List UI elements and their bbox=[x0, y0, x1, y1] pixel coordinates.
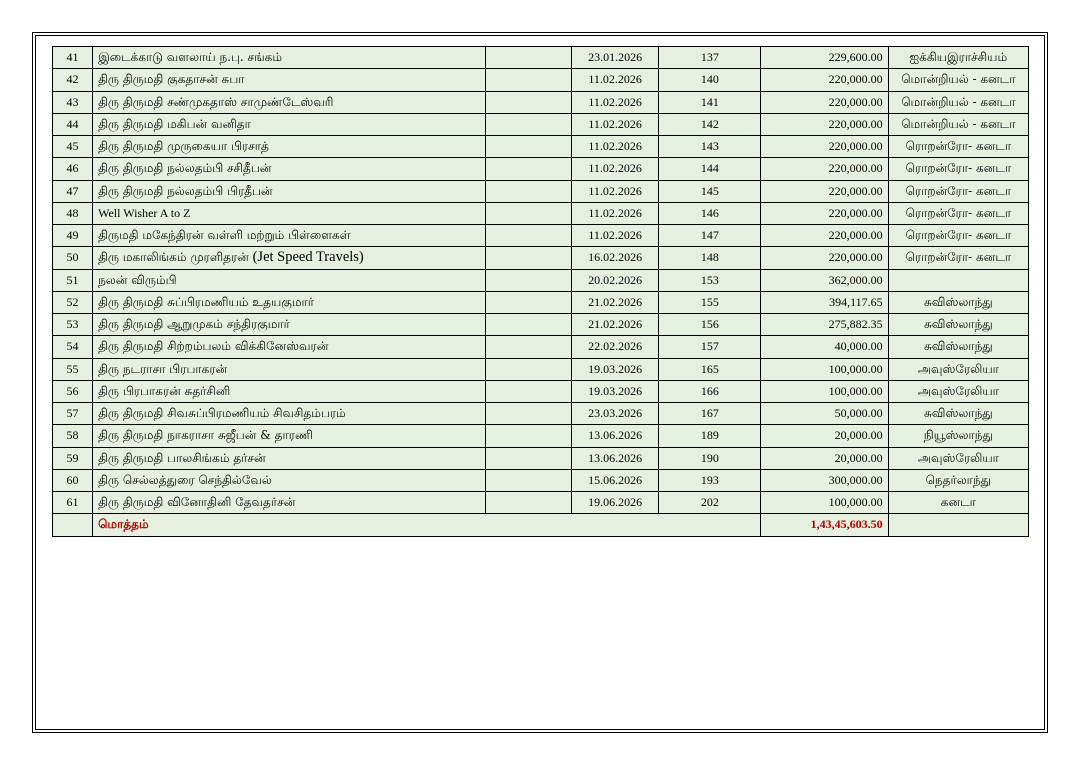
donation-date: 19.03.2026 bbox=[572, 358, 659, 380]
blank-cell bbox=[485, 403, 571, 425]
donor-country: கனடா bbox=[888, 492, 1028, 514]
row-number: 50 bbox=[53, 247, 93, 269]
donor-name: திரு நடராசா பிரபாகரன் bbox=[93, 358, 486, 380]
donor-country: ரொறன்ரோ- கனடா bbox=[888, 136, 1028, 158]
donor-name: திரு திருமதி சண்முகதாஸ் சாமுண்டேஸ்வரி bbox=[93, 91, 486, 113]
donation-date: 23.03.2026 bbox=[572, 403, 659, 425]
donor-name: திரு திருமதி மகிபன் வனிதா bbox=[93, 113, 486, 135]
blank-cell bbox=[485, 291, 571, 313]
donor-name: திரு திருமதி முருகையா பிரசாத் bbox=[93, 136, 486, 158]
table-row bbox=[53, 380, 1029, 402]
total-label: மொத்தம் bbox=[93, 514, 761, 536]
row-number: 41 bbox=[53, 47, 93, 69]
donation-date: 11.02.2026 bbox=[572, 69, 659, 91]
donation-amount: 100,000.00 bbox=[761, 380, 888, 402]
donor-country: ரொறன்ரோ- கனடா bbox=[888, 225, 1028, 247]
donor-name: திரு திருமதி குகதாசன் சுபா bbox=[93, 69, 486, 91]
table-row bbox=[53, 447, 1029, 469]
donation-amount: 220,000.00 bbox=[761, 91, 888, 113]
donation-amount: 220,000.00 bbox=[761, 180, 888, 202]
blank-cell bbox=[485, 158, 571, 180]
table-row bbox=[53, 336, 1029, 358]
donor-country: மொன்றியல் - கனடா bbox=[888, 113, 1028, 135]
table-row bbox=[53, 180, 1029, 202]
receipt-number: 157 bbox=[659, 336, 761, 358]
row-number: 53 bbox=[53, 314, 93, 336]
table-row bbox=[53, 291, 1029, 313]
donation-amount: 100,000.00 bbox=[761, 492, 888, 514]
blank-cell bbox=[485, 91, 571, 113]
donor-country: ரொறன்ரோ- கனடா bbox=[888, 158, 1028, 180]
donation-amount: 40,000.00 bbox=[761, 336, 888, 358]
donor-name: திரு திருமதி பாலசிங்கம் தர்சன் bbox=[93, 447, 486, 469]
total-number-cell bbox=[53, 514, 93, 536]
donation-date: 22.02.2026 bbox=[572, 336, 659, 358]
receipt-number: 165 bbox=[659, 358, 761, 380]
receipt-number: 141 bbox=[659, 91, 761, 113]
donor-country: நியூஸ்லாந்து bbox=[888, 425, 1028, 447]
blank-cell bbox=[485, 447, 571, 469]
donation-date: 21.02.2026 bbox=[572, 291, 659, 313]
total-country-cell bbox=[888, 514, 1028, 536]
donation-date: 23.01.2026 bbox=[572, 47, 659, 69]
donation-date: 19.06.2026 bbox=[572, 492, 659, 514]
donor-country: அவுஸ்ரேலியா bbox=[888, 447, 1028, 469]
receipt-number: 145 bbox=[659, 180, 761, 202]
table-row bbox=[53, 469, 1029, 491]
receipt-number: 147 bbox=[659, 225, 761, 247]
table-row bbox=[53, 425, 1029, 447]
donor-name: திரு திருமதி சுப்பிரமணியம் உதயகுமார் bbox=[93, 291, 486, 313]
row-number: 58 bbox=[53, 425, 93, 447]
donation-date: 11.02.2026 bbox=[572, 225, 659, 247]
row-number: 51 bbox=[53, 269, 93, 291]
receipt-number: 190 bbox=[659, 447, 761, 469]
table-row bbox=[53, 358, 1029, 380]
blank-cell bbox=[485, 269, 571, 291]
donor-country: சுவிஸ்லாந்து bbox=[888, 314, 1028, 336]
row-number: 54 bbox=[53, 336, 93, 358]
table-row bbox=[53, 492, 1029, 514]
donor-name: திருமதி மகேந்திரன் வள்ளி மற்றும் பிள்ளைகள் bbox=[93, 225, 486, 247]
donor-country: மொன்றியல் - கனடா bbox=[888, 69, 1028, 91]
table-row bbox=[53, 403, 1029, 425]
donation-amount: 362,000.00 bbox=[761, 269, 888, 291]
table-row bbox=[53, 202, 1029, 224]
blank-cell bbox=[485, 69, 571, 91]
row-number: 48 bbox=[53, 202, 93, 224]
donations-table bbox=[52, 46, 1029, 537]
blank-cell bbox=[485, 314, 571, 336]
donation-amount: 229,600.00 bbox=[761, 47, 888, 69]
row-number: 42 bbox=[53, 69, 93, 91]
blank-cell bbox=[485, 180, 571, 202]
donor-country: ரொறன்ரோ- கனடா bbox=[888, 180, 1028, 202]
blank-cell bbox=[485, 380, 571, 402]
table-row bbox=[53, 314, 1029, 336]
total-amount: 1,43,45,603.50 bbox=[761, 514, 888, 536]
donation-date: 20.02.2026 bbox=[572, 269, 659, 291]
donation-amount: 220,000.00 bbox=[761, 158, 888, 180]
donor-country: நெதர்லாந்து bbox=[888, 469, 1028, 491]
donation-amount: 394,117.65 bbox=[761, 291, 888, 313]
donation-date: 16.02.2026 bbox=[572, 247, 659, 269]
blank-cell bbox=[485, 225, 571, 247]
total-row bbox=[53, 514, 1029, 536]
donor-name: நலன் விரும்பி bbox=[93, 269, 486, 291]
receipt-number: 144 bbox=[659, 158, 761, 180]
blank-cell bbox=[485, 336, 571, 358]
donation-amount: 275,882.35 bbox=[761, 314, 888, 336]
donation-date: 19.03.2026 bbox=[572, 380, 659, 402]
blank-cell bbox=[485, 202, 571, 224]
donation-amount: 50,000.00 bbox=[761, 403, 888, 425]
row-number: 45 bbox=[53, 136, 93, 158]
row-number: 60 bbox=[53, 469, 93, 491]
donor-name: திரு செல்லத்துரை செந்தில்வேல் bbox=[93, 469, 486, 491]
table-row bbox=[53, 113, 1029, 135]
donor-name: Well Wisher A to Z bbox=[93, 202, 486, 224]
donor-country: ரொறன்ரோ- கனடா bbox=[888, 202, 1028, 224]
table-row bbox=[53, 136, 1029, 158]
donation-amount: 220,000.00 bbox=[761, 136, 888, 158]
table-row bbox=[53, 269, 1029, 291]
donation-date: 11.02.2026 bbox=[572, 113, 659, 135]
receipt-number: 140 bbox=[659, 69, 761, 91]
donor-name: திரு திருமதி ஆறுமுகம் சந்திரகுமார் bbox=[93, 314, 486, 336]
donation-amount: 20,000.00 bbox=[761, 425, 888, 447]
donor-name: திரு திருமதி சிற்றம்பலம் விக்கினேஸ்வரன் bbox=[93, 336, 486, 358]
row-number: 44 bbox=[53, 113, 93, 135]
donor-country: ரொறன்ரோ- கனடா bbox=[888, 247, 1028, 269]
table-row bbox=[53, 91, 1029, 113]
row-number: 43 bbox=[53, 91, 93, 113]
table-row bbox=[53, 225, 1029, 247]
row-number: 49 bbox=[53, 225, 93, 247]
donation-date: 11.02.2026 bbox=[572, 180, 659, 202]
donation-amount: 220,000.00 bbox=[761, 247, 888, 269]
donor-name-latin: (Jet Speed Travels) bbox=[252, 249, 364, 266]
donation-amount: 220,000.00 bbox=[761, 69, 888, 91]
receipt-number: 148 bbox=[659, 247, 761, 269]
row-number: 55 bbox=[53, 358, 93, 380]
row-number: 46 bbox=[53, 158, 93, 180]
blank-cell bbox=[485, 47, 571, 69]
donation-date: 11.02.2026 bbox=[572, 136, 659, 158]
receipt-number: 153 bbox=[659, 269, 761, 291]
row-number: 59 bbox=[53, 447, 93, 469]
donation-amount: 300,000.00 bbox=[761, 469, 888, 491]
receipt-number: 193 bbox=[659, 469, 761, 491]
table-row bbox=[53, 69, 1029, 91]
blank-cell bbox=[485, 113, 571, 135]
donation-date: 11.02.2026 bbox=[572, 91, 659, 113]
table-row bbox=[53, 158, 1029, 180]
table-row bbox=[53, 47, 1029, 69]
receipt-number: 146 bbox=[659, 202, 761, 224]
table-body bbox=[53, 47, 1029, 514]
donor-country: சுவிஸ்லாந்து bbox=[888, 336, 1028, 358]
table-row bbox=[53, 247, 1029, 269]
row-number: 52 bbox=[53, 291, 93, 313]
donor-name: திரு திருமதி சிவசுப்பிரமணியம் சிவசிதம்பரம் bbox=[93, 403, 486, 425]
receipt-number: 137 bbox=[659, 47, 761, 69]
donor-country bbox=[888, 269, 1028, 291]
donor-country: அவுஸ்ரேலியா bbox=[888, 380, 1028, 402]
donor-country: ஐக்கியஇராச்சியம் bbox=[888, 47, 1028, 69]
donation-date: 13.06.2026 bbox=[572, 447, 659, 469]
receipt-number: 202 bbox=[659, 492, 761, 514]
donor-country: மொன்றியல் - கனடா bbox=[888, 91, 1028, 113]
donation-date: 15.06.2026 bbox=[572, 469, 659, 491]
blank-cell bbox=[485, 136, 571, 158]
row-number: 61 bbox=[53, 492, 93, 514]
blank-cell bbox=[485, 425, 571, 447]
donation-date: 11.02.2026 bbox=[572, 202, 659, 224]
donor-name: திரு திருமதி நல்லதம்பி சசிதீபன் bbox=[93, 158, 486, 180]
blank-cell bbox=[485, 469, 571, 491]
blank-cell bbox=[485, 358, 571, 380]
donation-date: 21.02.2026 bbox=[572, 314, 659, 336]
row-number: 47 bbox=[53, 180, 93, 202]
donation-amount: 100,000.00 bbox=[761, 358, 888, 380]
donor-name: திரு திருமதி வினோதினி தேவதர்சன் bbox=[93, 492, 486, 514]
blank-cell bbox=[485, 492, 571, 514]
blank-cell bbox=[485, 247, 571, 269]
row-number: 57 bbox=[53, 403, 93, 425]
donation-amount: 220,000.00 bbox=[761, 225, 888, 247]
donor-country: சுவிஸ்லாந்து bbox=[888, 291, 1028, 313]
donation-date: 11.02.2026 bbox=[572, 158, 659, 180]
receipt-number: 189 bbox=[659, 425, 761, 447]
receipt-number: 167 bbox=[659, 403, 761, 425]
receipt-number: 155 bbox=[659, 291, 761, 313]
receipt-number: 142 bbox=[659, 113, 761, 135]
donation-amount: 220,000.00 bbox=[761, 202, 888, 224]
receipt-number: 156 bbox=[659, 314, 761, 336]
donation-amount: 20,000.00 bbox=[761, 447, 888, 469]
donor-name: திரு மகாலிங்கம் முரளிதரன் (Jet Speed Travels) bbox=[93, 247, 486, 269]
donor-name: திரு பிரபாகரன் சுதர்சினி bbox=[93, 380, 486, 402]
donor-country: அவுஸ்ரேலியா bbox=[888, 358, 1028, 380]
donor-name: இடைக்காடு வளலாய் ந.பு. சங்கம் bbox=[93, 47, 486, 69]
receipt-number: 143 bbox=[659, 136, 761, 158]
donor-name: திரு திருமதி நல்லதம்பி பிரதீபன் bbox=[93, 180, 486, 202]
donation-date: 13.06.2026 bbox=[572, 425, 659, 447]
donor-name: திரு திருமதி நாகராசா சுஜீபன் & தாரணி bbox=[93, 425, 486, 447]
donor-country: சுவிஸ்லாந்து bbox=[888, 403, 1028, 425]
row-number: 56 bbox=[53, 380, 93, 402]
donation-amount: 220,000.00 bbox=[761, 113, 888, 135]
receipt-number: 166 bbox=[659, 380, 761, 402]
